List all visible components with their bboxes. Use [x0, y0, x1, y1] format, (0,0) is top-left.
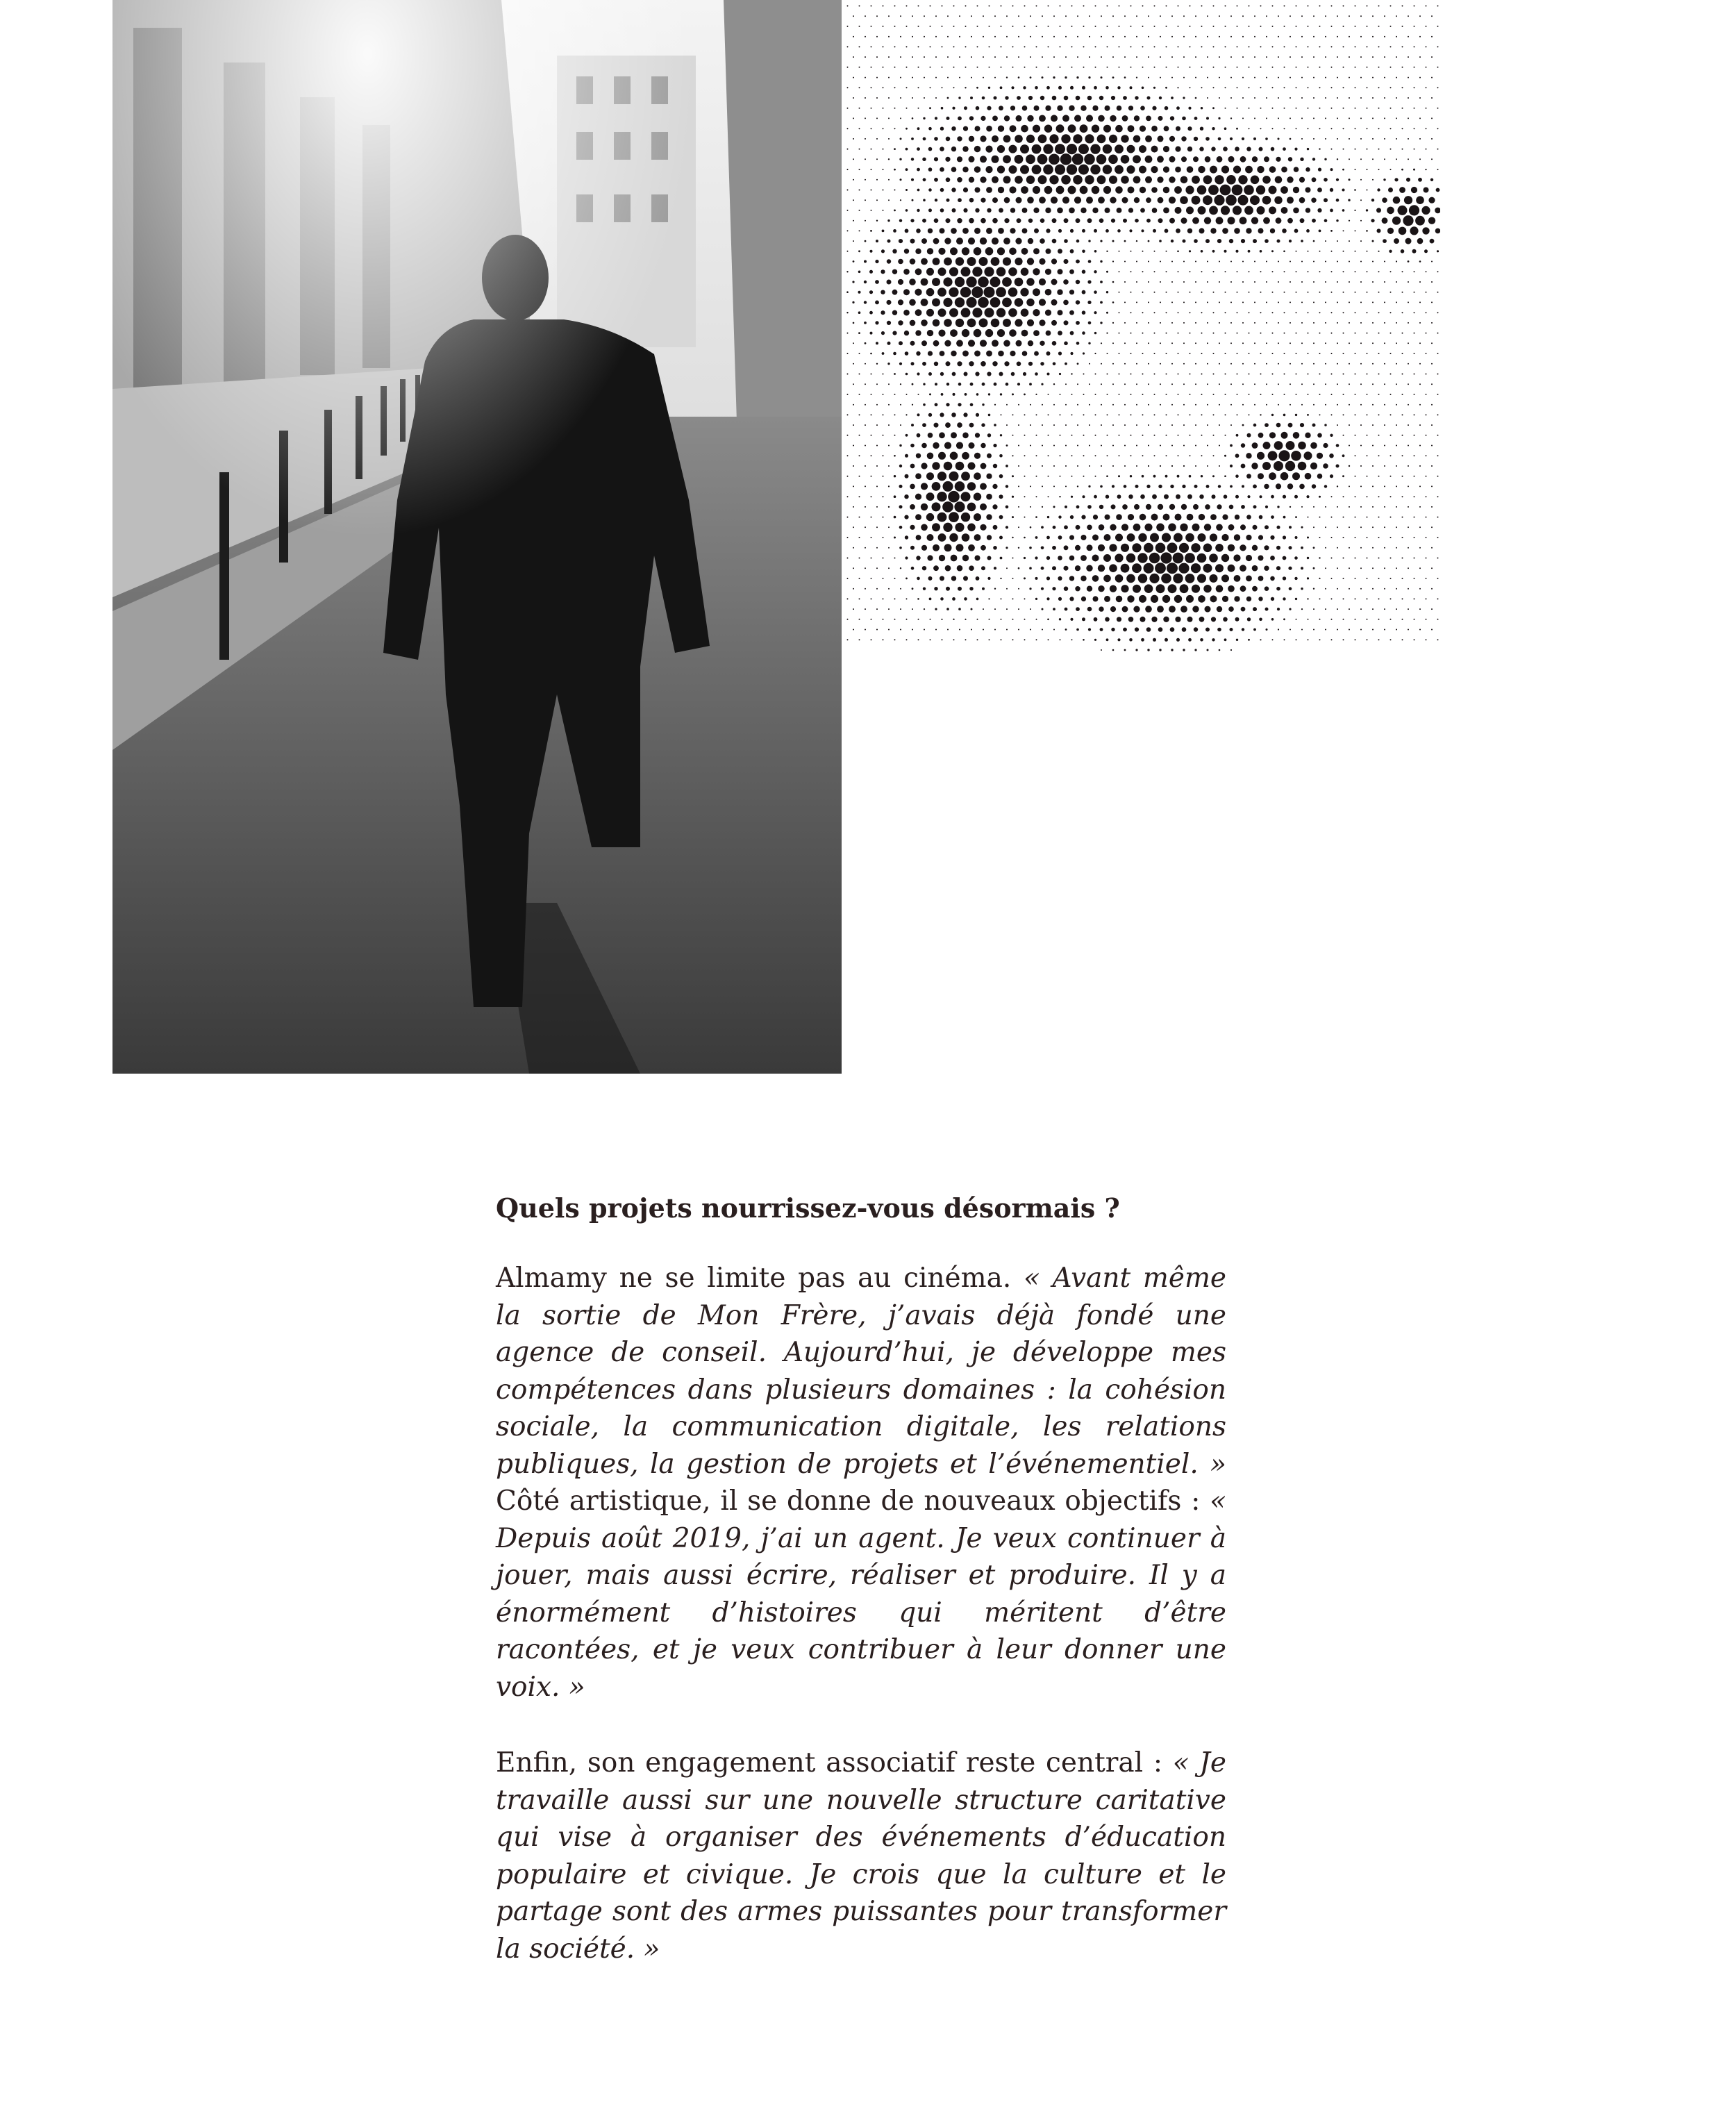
street-photo: [112, 0, 842, 1074]
quote-agent: « Depuis août 2019, j’ai un agent. Je veux continuer à jouer, mais aussi écrire, réaliser et produire. Il y a énormément d’histoires qui méritent d’être racontées, et je veux contribuer à leur donner une voix. »: [496, 1485, 1226, 1703]
paragraph-projects-intro: Almamy ne se limite pas au cinéma.: [496, 1263, 1024, 1294]
quote-charity: « Je travaille aussi sur une nouvelle structure caritative qui vise à organiser des événements d’éducation populaire et civique. Je crois que la culture et le partage sont des armes puissantes pour transformer la société. »: [496, 1747, 1226, 1965]
street-photo-graphic: [112, 0, 842, 1074]
halftone-dots: [842, 0, 1440, 886]
interview-question: Quels projets nourrissez-vous désormais ?: [496, 1192, 1120, 1224]
paragraph-projects: [496, 1260, 1226, 1706]
paragraph-engagement: [496, 1744, 1226, 1967]
halftone-graphic: [842, 0, 1440, 886]
article-body: [496, 1188, 1226, 2006]
paragraph-engagement-intro: Enfin, son engagement associatif reste central :: [496, 1747, 1173, 1779]
paragraph-projects-artistic: Côté artistique, il se donne de nouveaux objectifs :: [496, 1485, 1210, 1517]
quote-agency: « Avant même la sortie de Mon Frère, j’avais déjà fondé une agence de conseil. Aujourd’hui, je développe mes compétences dans plusieurs domaines : la cohésion sociale, la communication digitale, les relations publiques, la gestion de projets et l’événementiel. »: [496, 1263, 1227, 1480]
